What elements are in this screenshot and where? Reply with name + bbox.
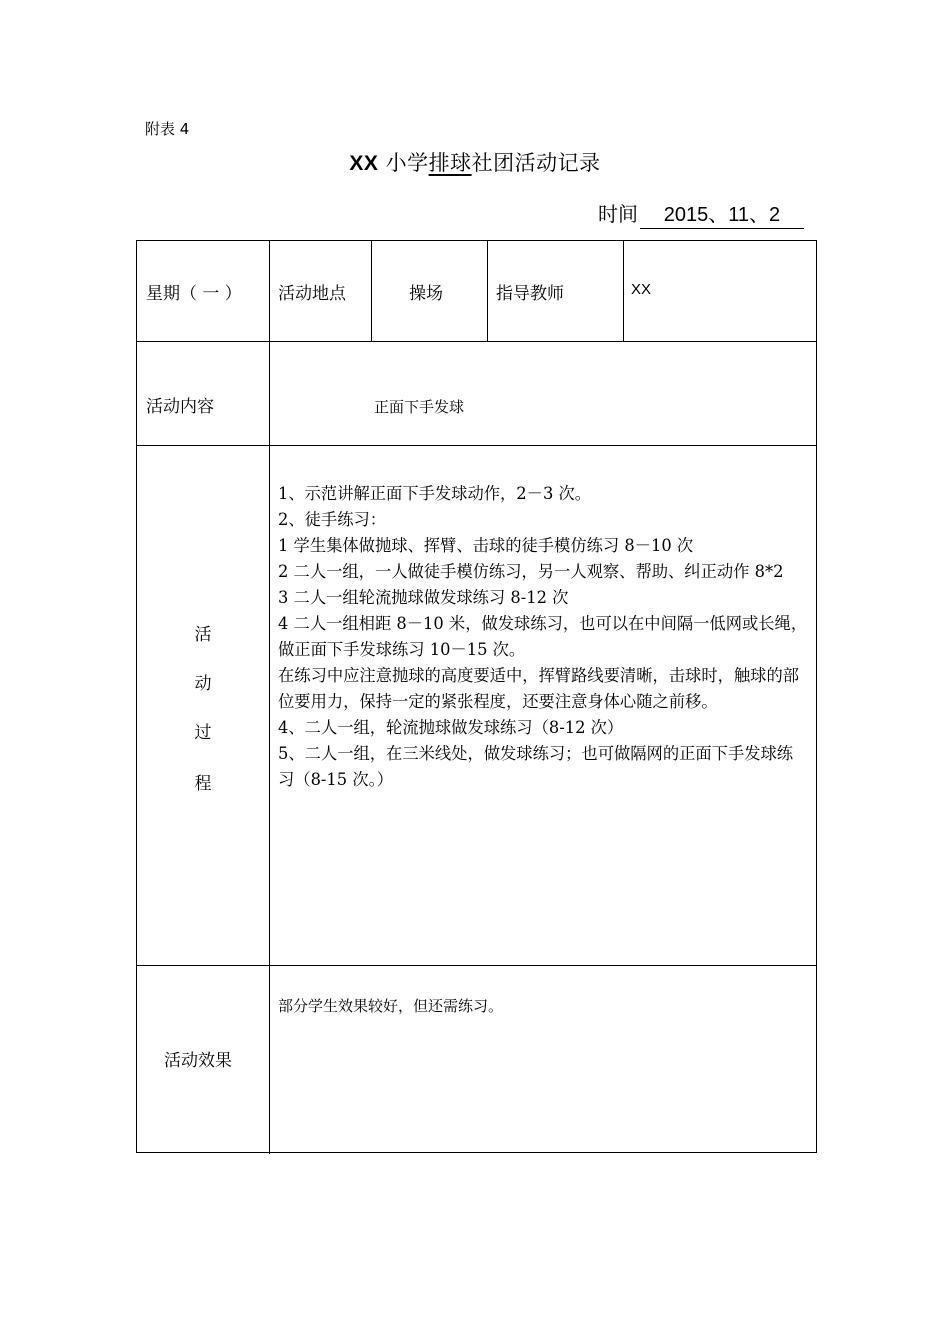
row-divider [137, 965, 816, 966]
process-label-char: 动 [194, 674, 212, 694]
page-title [0, 147, 950, 177]
teacher-label: 指导教师 [496, 284, 564, 304]
process-line: 3 二人一组轮流抛球做发球练习 8-12 次 [278, 588, 569, 607]
process-line: 1 学生集体做抛球、挥臂、击球的徒手模仿练习 8－10 次 [278, 536, 694, 555]
column-divider [371, 241, 372, 341]
process-text [278, 481, 808, 793]
process-label-char: 过 [194, 723, 212, 743]
process-line: 5、二人一组，在三米线处，做发球练习；也可做隔网的正面下手发球练习（8-15 次。） [278, 744, 794, 789]
column-divider [269, 241, 270, 1154]
column-divider [623, 241, 624, 341]
title-school: 小学 [378, 151, 429, 175]
record-table [136, 240, 817, 1153]
row-divider [137, 445, 816, 446]
date-label: 时间 [598, 202, 638, 226]
title-school-prefix: XX [349, 152, 379, 175]
location-value: 操场 [409, 284, 443, 304]
date-value: 2015、11、2 [640, 198, 804, 229]
process-line: 在练习中应注意抛球的高度要适中，挥臂路线要清晰，击球时，触球的部位要用力，保持一定的紧张程度，还要注意身体心随之前移。 [278, 666, 800, 711]
column-divider [487, 241, 488, 341]
process-label-char: 活 [194, 625, 212, 645]
location-label: 活动地点 [278, 284, 346, 304]
teacher-value: XX [631, 281, 652, 298]
process-line: 4 二人一组相距 8－10 米，做发球练习，也可以在中间隔一低网或长绳，做正面下手发球练习 10－15 次。 [278, 614, 808, 659]
date-line [598, 198, 804, 229]
content-value: 正面下手发球 [374, 398, 465, 416]
process-line: 1、示范讲解正面下手发球动作，2－3 次。 [278, 484, 592, 503]
process-line: 2 二人一组，一人做徒手模仿练习，另一人观察、帮助、纠正动作 8*2 [278, 562, 784, 581]
row-divider [137, 341, 816, 342]
process-line: 4、二人一组，轮流抛球做发球练习（8-12 次） [278, 718, 624, 737]
weekday-cell: 星期（ 一 ） [146, 284, 242, 304]
effect-label: 活动效果 [164, 1051, 232, 1071]
title-suffix: 社团活动记录 [471, 151, 601, 175]
content-label: 活动内容 [146, 397, 214, 417]
process-line: 2、徒手练习： [278, 510, 387, 529]
appendix-label: 附表 4 [145, 120, 190, 138]
effect-value: 部分学生效果较好，但还需练习。 [278, 997, 504, 1015]
process-label-char: 程 [194, 774, 212, 794]
title-sport: 排球 [428, 151, 472, 175]
